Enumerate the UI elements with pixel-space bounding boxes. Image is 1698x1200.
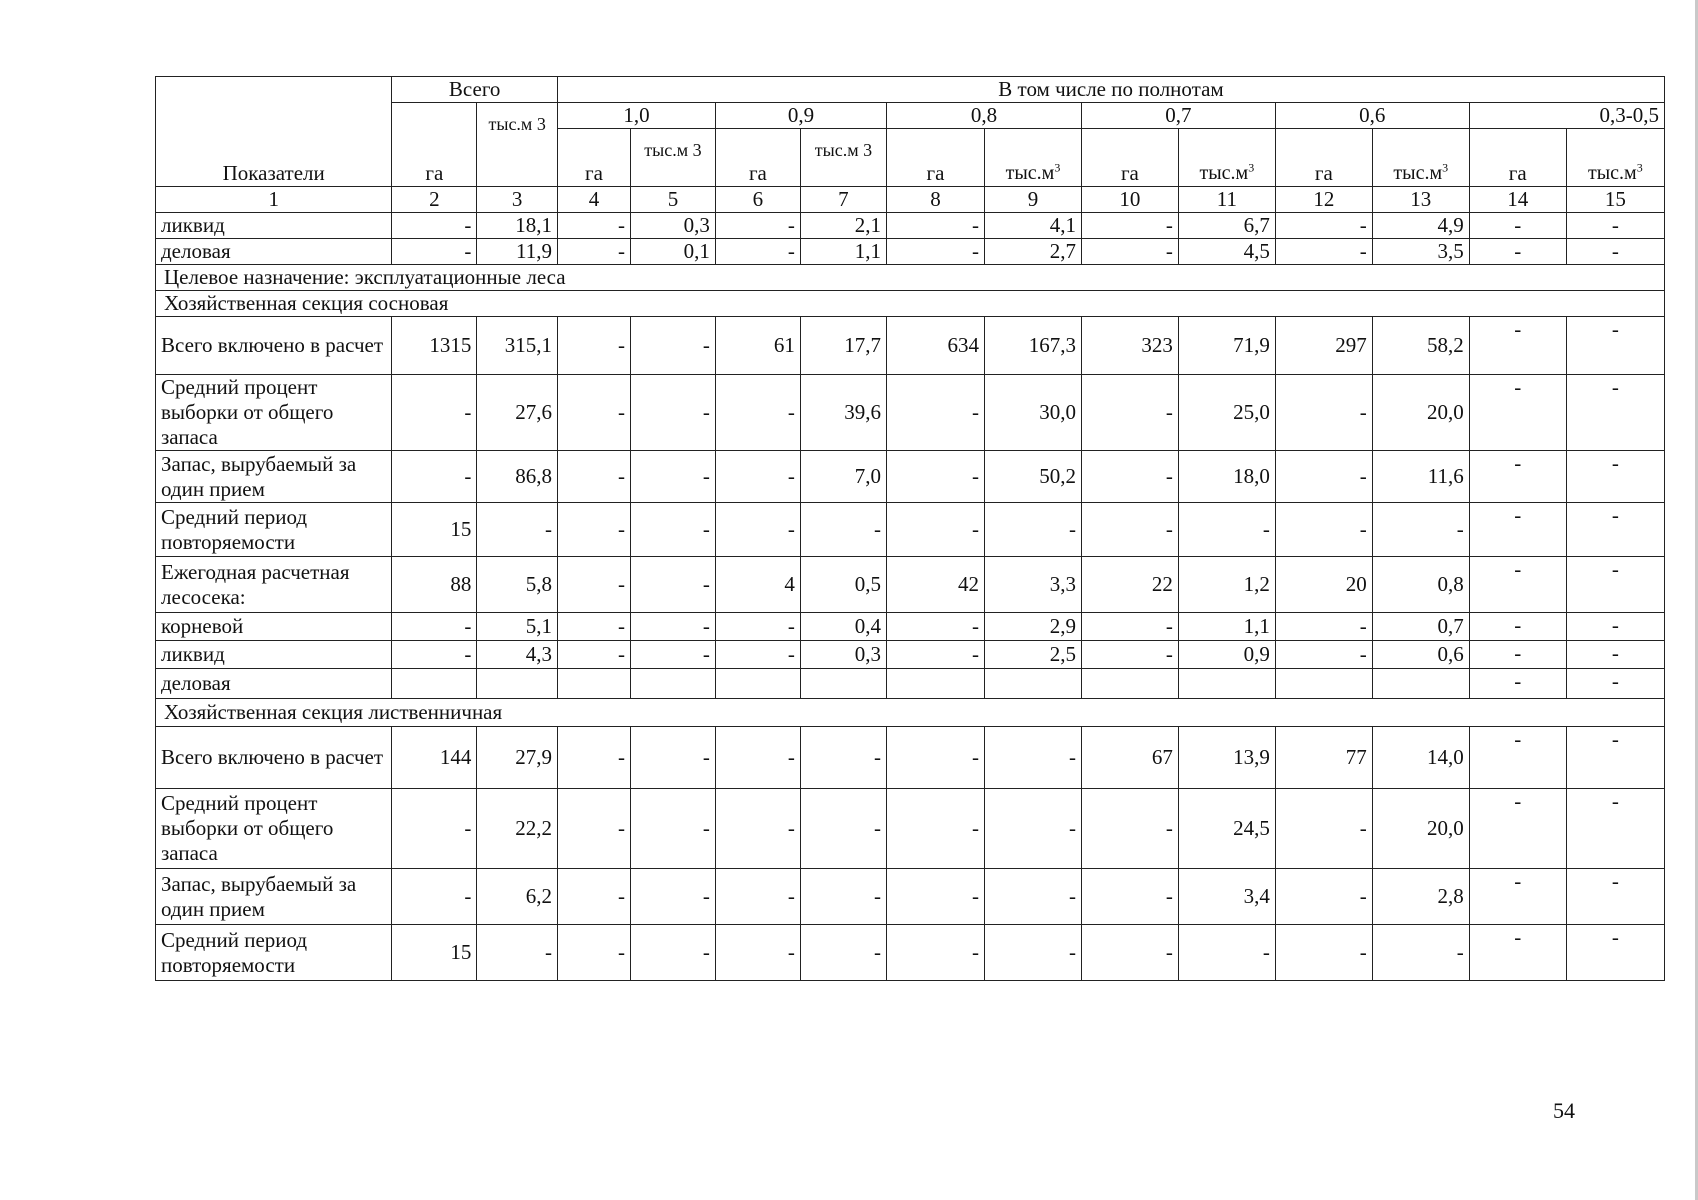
table-cell: - <box>1566 239 1664 265</box>
table-cell: - <box>715 789 800 869</box>
table-cell: - <box>886 375 984 451</box>
table-cell: 11,6 <box>1372 451 1469 503</box>
table-cell: - <box>1469 789 1566 869</box>
table-cell: - <box>557 925 630 981</box>
table-cell: - <box>392 451 477 503</box>
table-cell: 86,8 <box>477 451 558 503</box>
table-cell: 20,0 <box>1372 789 1469 869</box>
table-cell: - <box>1081 239 1178 265</box>
header-total: Всего <box>392 77 558 103</box>
table-cell: - <box>1469 239 1566 265</box>
table-cell: - <box>557 789 630 869</box>
column-number: 13 <box>1372 187 1469 213</box>
table-cell: - <box>1469 213 1566 239</box>
row-label: Средний период повторяемости <box>156 503 392 557</box>
table-cell: 15 <box>392 925 477 981</box>
table-cell: - <box>886 925 984 981</box>
table-cell: 14,0 <box>1372 727 1469 789</box>
table-cell: - <box>1178 503 1275 557</box>
row-label: Запас, вырубаемый за один прием <box>156 869 392 925</box>
table-cell: - <box>715 213 800 239</box>
table-cell: 22,2 <box>477 789 558 869</box>
table-cell: 2,9 <box>984 613 1081 641</box>
table-cell: 18,0 <box>1178 451 1275 503</box>
table-cell: 0,8 <box>1372 557 1469 613</box>
table-cell: - <box>1566 669 1664 699</box>
table-row <box>156 613 1665 641</box>
table-cell: - <box>886 869 984 925</box>
table-cell: 58,2 <box>1372 317 1469 375</box>
table-cell: - <box>984 925 1081 981</box>
table-cell: 7,0 <box>800 451 886 503</box>
column-number: 1 <box>156 187 392 213</box>
table-cell: - <box>800 727 886 789</box>
table-cell: - <box>715 613 800 641</box>
table-cell: 0,3 <box>800 641 886 669</box>
table-cell: 88 <box>392 557 477 613</box>
table-cell <box>477 669 558 699</box>
table-cell: - <box>984 503 1081 557</box>
table-cell <box>1372 669 1469 699</box>
table-cell: 22 <box>1081 557 1178 613</box>
table-cell: - <box>715 869 800 925</box>
table-cell: 6,2 <box>477 869 558 925</box>
column-number: 11 <box>1178 187 1275 213</box>
table-cell: - <box>477 925 558 981</box>
column-number-row <box>156 187 1665 213</box>
table-cell: - <box>800 925 886 981</box>
table-cell: 71,9 <box>1178 317 1275 375</box>
column-number: 3 <box>477 187 558 213</box>
section-row <box>156 265 1665 291</box>
table-cell: 0,1 <box>630 239 715 265</box>
table-cell: 1315 <box>392 317 477 375</box>
table-cell: - <box>800 503 886 557</box>
table-cell: - <box>392 239 477 265</box>
table-cell: 4,9 <box>1372 213 1469 239</box>
table-cell: - <box>1275 503 1372 557</box>
table-cell: 0,5 <box>800 557 886 613</box>
table-cell <box>557 669 630 699</box>
header-thousand-m3: тыс.м 3 <box>630 129 715 187</box>
row-label: Всего включено в расчет <box>156 317 392 375</box>
table-cell: 18,1 <box>477 213 558 239</box>
table-row <box>156 925 1665 981</box>
table-cell: 5,1 <box>477 613 558 641</box>
table-row <box>156 727 1665 789</box>
table-cell: - <box>1566 925 1664 981</box>
header-thousand-m3: $тыс.м^3$ <box>1372 129 1469 187</box>
table-cell: - <box>557 451 630 503</box>
table-cell: - <box>984 789 1081 869</box>
table-cell: - <box>392 641 477 669</box>
table-cell: 4 <box>715 557 800 613</box>
table-cell: - <box>1566 727 1664 789</box>
header-density-0-8: 0,8 <box>886 103 1081 129</box>
table-cell: 3,5 <box>1372 239 1469 265</box>
table-cell: 144 <box>392 727 477 789</box>
table-cell: - <box>557 375 630 451</box>
table-cell: - <box>557 503 630 557</box>
table-cell: - <box>886 503 984 557</box>
table-cell: - <box>392 789 477 869</box>
table-cell: - <box>557 239 630 265</box>
table-cell: - <box>1566 213 1664 239</box>
table-cell: 3,3 <box>984 557 1081 613</box>
header-indicators: Показатели <box>156 77 392 187</box>
header-ha: га <box>715 129 800 187</box>
table-cell: 6,7 <box>1178 213 1275 239</box>
table-cell: 42 <box>886 557 984 613</box>
header-thousand-m3: тыс.м 3 <box>800 129 886 187</box>
table-cell: - <box>630 557 715 613</box>
header-density-1-0: 1,0 <box>557 103 715 129</box>
table-cell: 0,7 <box>1372 613 1469 641</box>
table-cell: - <box>1081 789 1178 869</box>
table-cell: 2,5 <box>984 641 1081 669</box>
table-cell: - <box>1469 669 1566 699</box>
column-number: 6 <box>715 187 800 213</box>
table-cell <box>800 669 886 699</box>
table-cell: 4,5 <box>1178 239 1275 265</box>
table-cell: - <box>630 375 715 451</box>
table-cell: - <box>1372 925 1469 981</box>
table-cell: - <box>715 375 800 451</box>
table-cell: - <box>557 869 630 925</box>
table-cell: 13,9 <box>1178 727 1275 789</box>
header-thousand-m3: $тыс.м^3$ <box>984 129 1081 187</box>
table-cell: 315,1 <box>477 317 558 375</box>
table-cell: - <box>630 869 715 925</box>
table-cell: 67 <box>1081 727 1178 789</box>
table-row <box>156 239 1665 265</box>
table-cell: - <box>886 641 984 669</box>
row-label: Запас, вырубаемый за один прием <box>156 451 392 503</box>
row-label: Средний период повторяемости <box>156 925 392 981</box>
table-cell: 15 <box>392 503 477 557</box>
header-density-0-7: 0,7 <box>1081 103 1275 129</box>
header-ha: га <box>1081 129 1178 187</box>
section-row <box>156 291 1665 317</box>
table-cell: 11,9 <box>477 239 558 265</box>
table-cell: 297 <box>1275 317 1372 375</box>
table-cell: 61 <box>715 317 800 375</box>
table-cell: - <box>1275 789 1372 869</box>
table-cell: - <box>557 557 630 613</box>
row-label: корневой <box>156 613 392 641</box>
table-cell: - <box>1081 451 1178 503</box>
table-cell: - <box>1081 869 1178 925</box>
table-cell: - <box>1469 641 1566 669</box>
table-cell: 27,6 <box>477 375 558 451</box>
header-total-ha: га <box>392 103 477 187</box>
table-cell: - <box>630 613 715 641</box>
table-row <box>156 503 1665 557</box>
table-cell: - <box>1566 451 1664 503</box>
table-cell: 25,0 <box>1178 375 1275 451</box>
table-cell: - <box>1275 869 1372 925</box>
column-number: 10 <box>1081 187 1178 213</box>
row-label: деловая <box>156 239 392 265</box>
table-cell: - <box>886 451 984 503</box>
column-number: 7 <box>800 187 886 213</box>
table-cell: - <box>630 925 715 981</box>
table-cell: - <box>1566 503 1664 557</box>
table-row <box>156 213 1665 239</box>
table-cell: - <box>886 613 984 641</box>
table-cell: - <box>715 503 800 557</box>
table-cell: - <box>392 613 477 641</box>
table-cell: 39,6 <box>800 375 886 451</box>
table-cell: - <box>715 727 800 789</box>
table-cell: - <box>1081 641 1178 669</box>
table-cell: - <box>800 789 886 869</box>
column-number: 15 <box>1566 187 1664 213</box>
table-cell: 167,3 <box>984 317 1081 375</box>
table-cell: - <box>392 375 477 451</box>
table-cell: - <box>715 925 800 981</box>
table-cell: 0,9 <box>1178 641 1275 669</box>
table-cell: 1,1 <box>1178 613 1275 641</box>
table-cell: - <box>1275 613 1372 641</box>
table-cell <box>1275 669 1372 699</box>
header-density-0-3-0-5: 0,3-0,5 <box>1469 103 1664 129</box>
table-cell: 1,1 <box>800 239 886 265</box>
header-total-thousand-m3: тыс.м 3 <box>477 103 558 187</box>
header-density-0-6: 0,6 <box>1275 103 1469 129</box>
table-cell: 50,2 <box>984 451 1081 503</box>
section-title: Хозяйственная секция сосновая <box>156 291 1665 317</box>
table-cell: - <box>557 641 630 669</box>
table-row <box>156 869 1665 925</box>
header-ha: га <box>886 129 984 187</box>
table-cell: 323 <box>1081 317 1178 375</box>
table-cell: - <box>1081 375 1178 451</box>
table-cell: - <box>477 503 558 557</box>
table-cell: 4,1 <box>984 213 1081 239</box>
table-cell: - <box>1469 613 1566 641</box>
column-number: 5 <box>630 187 715 213</box>
column-number: 2 <box>392 187 477 213</box>
table-cell: - <box>1469 925 1566 981</box>
table-cell <box>1081 669 1178 699</box>
row-label: Средний процент выборки от общего запаса <box>156 789 392 869</box>
forest-cutting-table <box>155 76 1665 981</box>
column-number: 4 <box>557 187 630 213</box>
table-cell: 4,3 <box>477 641 558 669</box>
table-cell: - <box>1081 503 1178 557</box>
table-cell: - <box>1178 925 1275 981</box>
table-cell: 27,9 <box>477 727 558 789</box>
table-cell: - <box>630 317 715 375</box>
table-cell <box>1178 669 1275 699</box>
table-cell: 24,5 <box>1178 789 1275 869</box>
table-cell: - <box>886 727 984 789</box>
section-title: Хозяйственная секция лиственничная <box>156 699 1665 727</box>
table-row <box>156 557 1665 613</box>
table-row <box>156 375 1665 451</box>
row-label: деловая <box>156 669 392 699</box>
table-cell: 634 <box>886 317 984 375</box>
table-cell: - <box>1469 557 1566 613</box>
table-cell: 1,2 <box>1178 557 1275 613</box>
table-row <box>156 451 1665 503</box>
column-number: 9 <box>984 187 1081 213</box>
table-cell: - <box>630 727 715 789</box>
table-cell: - <box>1275 451 1372 503</box>
table-cell <box>392 669 477 699</box>
table-cell: - <box>630 503 715 557</box>
header-ha: га <box>557 129 630 187</box>
table-cell: - <box>886 789 984 869</box>
column-number: 8 <box>886 187 984 213</box>
section-row <box>156 699 1665 727</box>
table-cell: - <box>715 451 800 503</box>
table-cell: - <box>630 451 715 503</box>
table-cell <box>630 669 715 699</box>
table-cell: - <box>1081 613 1178 641</box>
table-row <box>156 789 1665 869</box>
table-cell: - <box>1566 789 1664 869</box>
table-cell <box>886 669 984 699</box>
table-cell: - <box>1275 213 1372 239</box>
table-cell: 2,1 <box>800 213 886 239</box>
table-cell: - <box>886 213 984 239</box>
row-label: Всего включено в расчет <box>156 727 392 789</box>
table-cell: 20 <box>1275 557 1372 613</box>
row-label: Ежегодная расчетная лесосека: <box>156 557 392 613</box>
table-cell: 0,6 <box>1372 641 1469 669</box>
table-cell: - <box>630 789 715 869</box>
table-cell: - <box>715 641 800 669</box>
column-number: 14 <box>1469 187 1566 213</box>
table-cell: - <box>557 613 630 641</box>
table-cell: 5,8 <box>477 557 558 613</box>
table-cell: - <box>1372 503 1469 557</box>
table-cell: - <box>1275 925 1372 981</box>
header-thousand-m3: $тыс.м^3$ <box>1566 129 1664 187</box>
table-cell <box>715 669 800 699</box>
table-cell: 20,0 <box>1372 375 1469 451</box>
table-cell: 30,0 <box>984 375 1081 451</box>
header-ha: га <box>1275 129 1372 187</box>
header-thousand-m3: $тыс.м^3$ <box>1178 129 1275 187</box>
forest-cutting-table-container <box>155 76 1665 981</box>
table-cell: - <box>1566 613 1664 641</box>
table-body <box>156 213 1665 981</box>
header-by-density: В том числе по полнотам <box>557 77 1664 103</box>
table-cell: 77 <box>1275 727 1372 789</box>
table-cell: - <box>1469 503 1566 557</box>
table-cell: - <box>1566 869 1664 925</box>
table-cell: - <box>984 869 1081 925</box>
table-cell: 0,4 <box>800 613 886 641</box>
table-cell: - <box>1469 317 1566 375</box>
table-cell: - <box>1081 925 1178 981</box>
page-number: 54 <box>1553 1098 1575 1123</box>
table-cell: 0,3 <box>630 213 715 239</box>
table-cell: 3,4 <box>1178 869 1275 925</box>
table-row <box>156 669 1665 699</box>
table-header <box>156 77 1665 213</box>
table-row <box>156 317 1665 375</box>
table-cell: - <box>557 727 630 789</box>
table-cell: - <box>1275 239 1372 265</box>
header-density-0-9: 0,9 <box>715 103 886 129</box>
table-cell: - <box>1566 641 1664 669</box>
table-cell: - <box>392 213 477 239</box>
table-cell <box>984 669 1081 699</box>
row-label: Средний процент выборки от общего запаса <box>156 375 392 451</box>
table-cell: - <box>886 239 984 265</box>
table-cell: - <box>557 213 630 239</box>
table-cell: - <box>1469 375 1566 451</box>
table-cell: 17,7 <box>800 317 886 375</box>
table-cell: 2,8 <box>1372 869 1469 925</box>
table-cell: - <box>557 317 630 375</box>
table-cell: - <box>1469 869 1566 925</box>
table-cell: - <box>715 239 800 265</box>
table-cell: - <box>1081 213 1178 239</box>
table-cell: 2,7 <box>984 239 1081 265</box>
table-cell: - <box>630 641 715 669</box>
table-cell: - <box>800 869 886 925</box>
table-cell: - <box>1275 375 1372 451</box>
section-title: Целевое назначение: эксплуатационные леса <box>156 265 1665 291</box>
header-ha: га <box>1469 129 1566 187</box>
table-cell: - <box>1469 727 1566 789</box>
table-cell: - <box>1566 317 1664 375</box>
table-cell: - <box>1469 451 1566 503</box>
table-row <box>156 641 1665 669</box>
table-cell: - <box>1566 375 1664 451</box>
row-label: ликвид <box>156 641 392 669</box>
table-cell: - <box>1275 641 1372 669</box>
table-cell: - <box>984 727 1081 789</box>
table-cell: - <box>392 869 477 925</box>
table-cell: - <box>1566 557 1664 613</box>
column-number: 12 <box>1275 187 1372 213</box>
row-label: ликвид <box>156 213 392 239</box>
